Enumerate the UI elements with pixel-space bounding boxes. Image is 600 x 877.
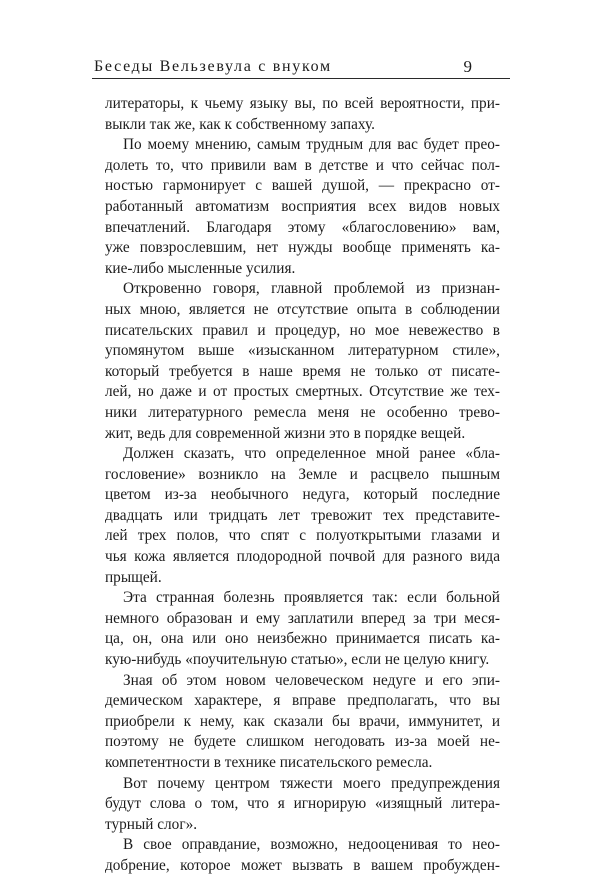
text-line: лей трех полов, что спят с полуоткрытыми глазами и: [105, 527, 500, 545]
page-number: 9: [463, 57, 472, 76]
text-line: работанный автоматизм восприятия всех видов новых: [105, 197, 500, 215]
text-line: упомянутом выше «изысканном литературном стиле»,: [105, 342, 500, 360]
text-line: добрение, которое может вызвать в вашем пробужден-: [105, 856, 500, 874]
text-line: выкли так же, как к собственному запаху.: [105, 115, 375, 133]
text-line: По моему мнению, самым трудным для вас будет прео-: [123, 136, 500, 154]
text-line: ных мною, является не отсутствие опыта в соблюдении: [105, 300, 500, 318]
text-line: Эта странная болезнь проявляется так: если больной: [123, 589, 500, 607]
paragraph: [105, 135, 500, 279]
paragraph: [105, 774, 500, 836]
text-line: Вот почему центром тяжести моего предупреждения: [123, 774, 500, 792]
paragraph: [105, 835, 500, 876]
text-line: Должен сказать, что определенное мной ранее «бла-: [123, 445, 500, 463]
text-line: жит, ведь для современной жизни это в порядке вещей.: [105, 424, 466, 442]
paragraph: [105, 588, 500, 670]
text-line: Откровенно говоря, главной проблемой из признан-: [123, 280, 500, 298]
text-line: Зная об этом новом человеческом недуге и его эпи-: [123, 671, 500, 689]
text-line: лей, но даже и от простых смертных. Отсутствие же тех-: [105, 383, 500, 401]
text-line: В свое оправдание, возможно, недооценивая то нео-: [123, 836, 500, 854]
text-line: чья кожа является плодородной почвой для разного вида: [105, 548, 500, 566]
text-line: турный слог».: [105, 815, 198, 833]
text-line: прыщей.: [105, 568, 162, 586]
paragraph: [105, 94, 500, 135]
text-line: ца, он, она или оно неизбежно принимается писать ка-: [105, 630, 500, 648]
text-line: цветом из-за необычного недуга, который последние: [105, 486, 500, 504]
paragraph: [105, 279, 500, 444]
text-line: долеть то, что привили вам в детстве и что сейчас пол-: [105, 156, 500, 174]
text-line: демическом характере, я вправе предполагать, что вы: [105, 692, 500, 710]
text-line: двадцать или тридцать лет тревожит тех представите-: [105, 506, 500, 524]
paragraph: [105, 444, 500, 588]
text-line: уже повзрослевшим, нет нужды вообще применять ка-: [105, 239, 500, 257]
text-line: кие-либо мысленные усилия.: [105, 259, 296, 277]
text-line: компетентности в технике писательского ремесла.: [105, 754, 433, 771]
running-title: Беседы Вельзевула с внуком: [94, 58, 332, 75]
text-line: писательских правил и процедур, но мое невежество в: [105, 321, 500, 339]
text-body: [105, 94, 500, 877]
text-line: гословение» возникло на Земле и расцвело пышным: [105, 465, 500, 483]
running-header: [92, 56, 510, 79]
text-line: ностью гармонирует с вашей душой, — прекрасно от-: [105, 177, 500, 195]
text-line: поэтому не будете слишком негодовать из-за моей не-: [105, 733, 500, 751]
text-line: литераторы, к чьему языку вы, по всей вероятности, при-: [105, 95, 500, 112]
text-line: ники литературного ремесла меня не особенно трево-: [105, 403, 500, 421]
text-line: приобрели к нему, как сказали бы врачи, иммунитет, и: [105, 712, 500, 730]
text-line: впечатлений. Благодаря этому «благословению» вам,: [105, 218, 500, 236]
text-line: немного образован и ему заплатили вперед за три меся-: [105, 609, 500, 627]
paragraph: [105, 671, 500, 774]
text-line: кую-нибудь «поучительную статью», если не целую книгу.: [105, 651, 490, 669]
text-line: который требуется в наше время не только от писате-: [105, 362, 500, 380]
text-line: будут слова о том, что я игнорирую «изящный литера-: [105, 795, 500, 813]
